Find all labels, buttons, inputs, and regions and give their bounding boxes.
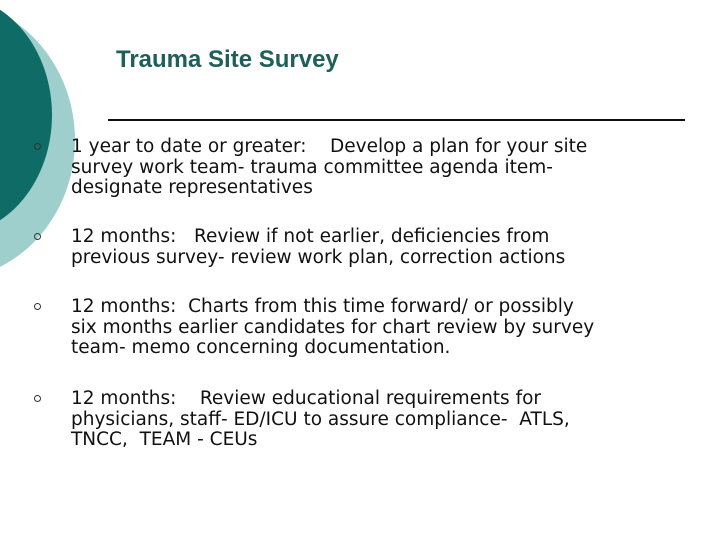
bullet-line: TNCC, TEAM - CEUs [71, 429, 258, 451]
bullet-line: survey work team- trauma committee agenda item- [71, 156, 553, 178]
bullet-line: previous survey- review work plan, correction actions [71, 246, 566, 268]
bullet-line: 1 year to date or greater: Develop a plan for your site [71, 136, 588, 157]
bullet-text [71, 389, 674, 451]
bullet-marker-icon [34, 303, 41, 310]
bullet-line: 12 months: Charts from this time forward/ or possibly [71, 296, 574, 317]
bullet-text [71, 227, 674, 268]
bullet-text [71, 297, 674, 359]
title-divider [108, 119, 685, 121]
bullet-marker-icon [34, 143, 41, 150]
bullet-line: designate representatives [71, 177, 313, 199]
bullet-line: team- memo concerning documentation. [71, 337, 451, 359]
bullet-line: six months earlier candidates for chart review by survey [71, 316, 595, 338]
bullet-text [71, 137, 674, 199]
bullet-line: physicians, staff- ED/ICU to assure compliance- ATLS, [71, 408, 570, 430]
bullet-line: 12 months: Review educational requirements for [71, 388, 542, 409]
bullet-line: 12 months: Review if not earlier, deficiencies from [71, 226, 550, 247]
bullet-marker-icon [34, 395, 41, 402]
slide-title: Trauma Site Survey [116, 46, 339, 73]
bullet-marker-icon [34, 233, 41, 240]
